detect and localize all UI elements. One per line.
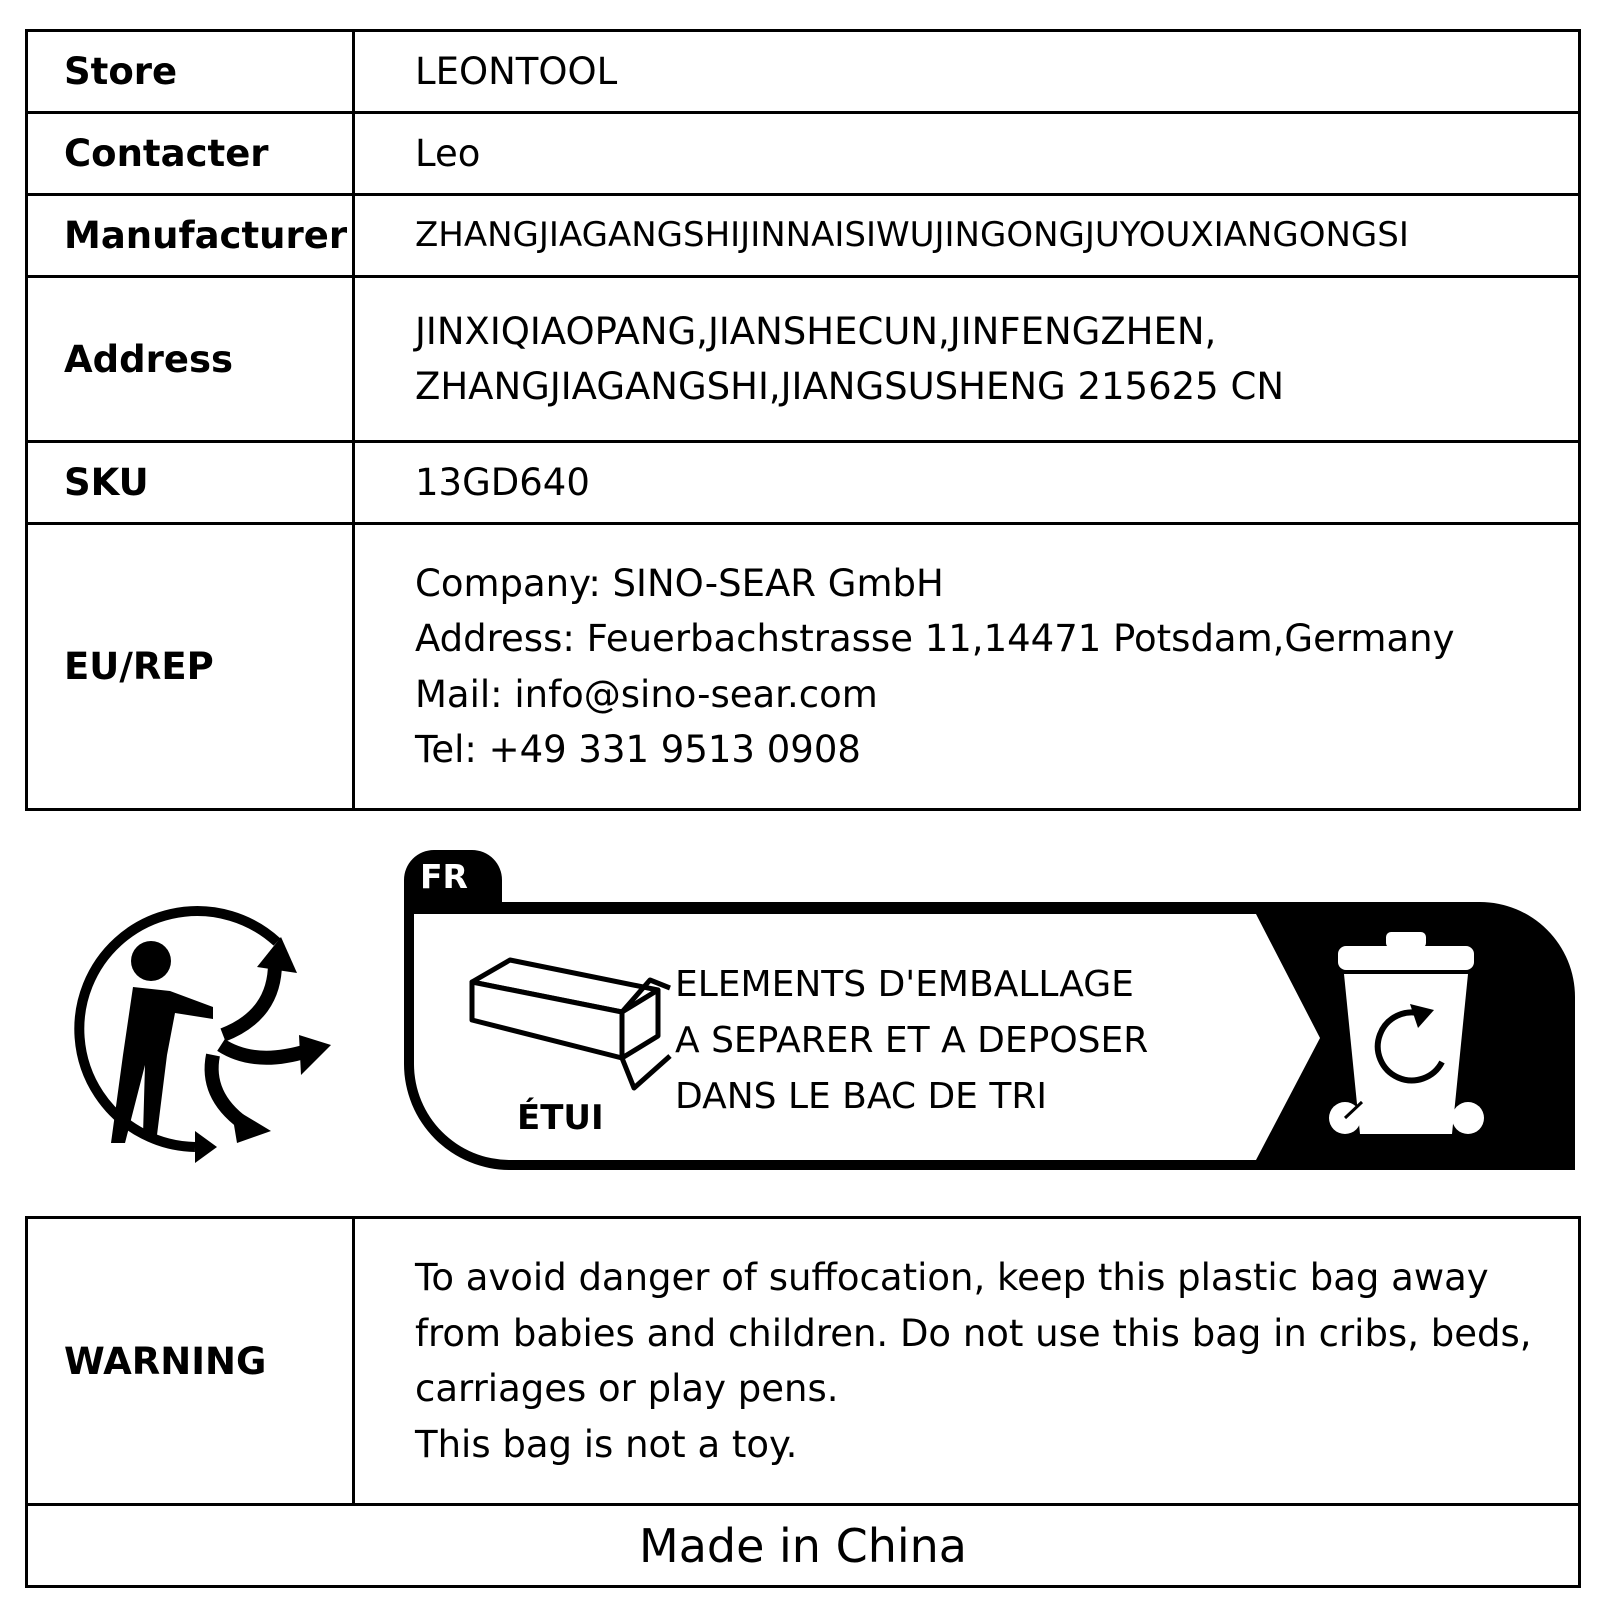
instruction-line: ELEMENTS D'EMBALLAGE <box>675 964 1134 1005</box>
warning-line: from babies and children. Do not use this bag in cribs, beds, <box>415 1311 1532 1355</box>
warning-line: This bag is not a toy. <box>415 1422 798 1466</box>
manufacturer-value <box>354 195 1580 277</box>
instruction-line: DANS LE BAC DE TRI <box>675 1076 1047 1117</box>
warning-label: WARNING <box>27 1218 354 1505</box>
eu-rep-address: Address: Feuerbachstrasse 11,14471 Potsdam,Germany <box>415 617 1455 660</box>
eu-rep-label: EU/REP <box>27 524 354 810</box>
warning-line: To avoid danger of suffocation, keep this plastic bag away <box>415 1256 1489 1299</box>
table-row <box>27 442 1580 524</box>
table-row <box>27 277 1580 442</box>
store-label: Store <box>27 31 354 113</box>
store-value <box>354 31 1580 113</box>
store-value-line: LEONTOOL <box>415 49 618 93</box>
product-info-table <box>25 29 1581 811</box>
contacter-value-line: Leo <box>415 131 481 175</box>
sku-value <box>354 442 1580 524</box>
made-in-label: Made in China <box>27 1505 1580 1587</box>
warning-table <box>25 1216 1581 1588</box>
table-row <box>27 1505 1580 1587</box>
contacter-label: Contacter <box>27 113 354 195</box>
eu-rep-tel: Tel: +49 331 9513 0908 <box>415 728 861 771</box>
address-line-2: ZHANGJIAGANGSHI,JIANGSUSHENG 215625 CN <box>415 365 1284 408</box>
address-label: Address <box>27 277 354 442</box>
eu-rep-mail: Mail: info@sino-sear.com <box>415 672 878 716</box>
triman-recycling-icon <box>45 895 345 1175</box>
sku-label: SKU <box>27 442 354 524</box>
manufacturer-label: Manufacturer <box>27 195 354 277</box>
table-row <box>27 524 1580 810</box>
table-row <box>27 1218 1580 1505</box>
table-row <box>27 195 1580 277</box>
table-row <box>27 31 1580 113</box>
eu-rep-company: Company: SINO-SEAR GmbH <box>415 561 944 605</box>
package-label: ÉTUI <box>517 1098 604 1138</box>
fr-tab: FR <box>420 857 468 896</box>
address-line-1: JINXIQIAOPANG,JIANSHECUN,JINFENGZHEN, <box>415 309 1217 353</box>
manufacturer-value-line: ZHANGJIAGANGSHIJINNAISIWUJINGONGJUYOUXIANGONGSI <box>415 215 1409 255</box>
contacter-value <box>354 113 1580 195</box>
table-row <box>27 113 1580 195</box>
instruction-line: A SEPARER ET A DEPOSER <box>675 1020 1149 1061</box>
address-value <box>354 277 1580 442</box>
warning-line: carriages or play pens. <box>415 1367 839 1410</box>
sorting-instructions <box>675 957 1148 1125</box>
sku-value-line: 13GD640 <box>415 460 590 504</box>
warning-text <box>354 1218 1580 1505</box>
eu-rep-value <box>354 524 1580 810</box>
